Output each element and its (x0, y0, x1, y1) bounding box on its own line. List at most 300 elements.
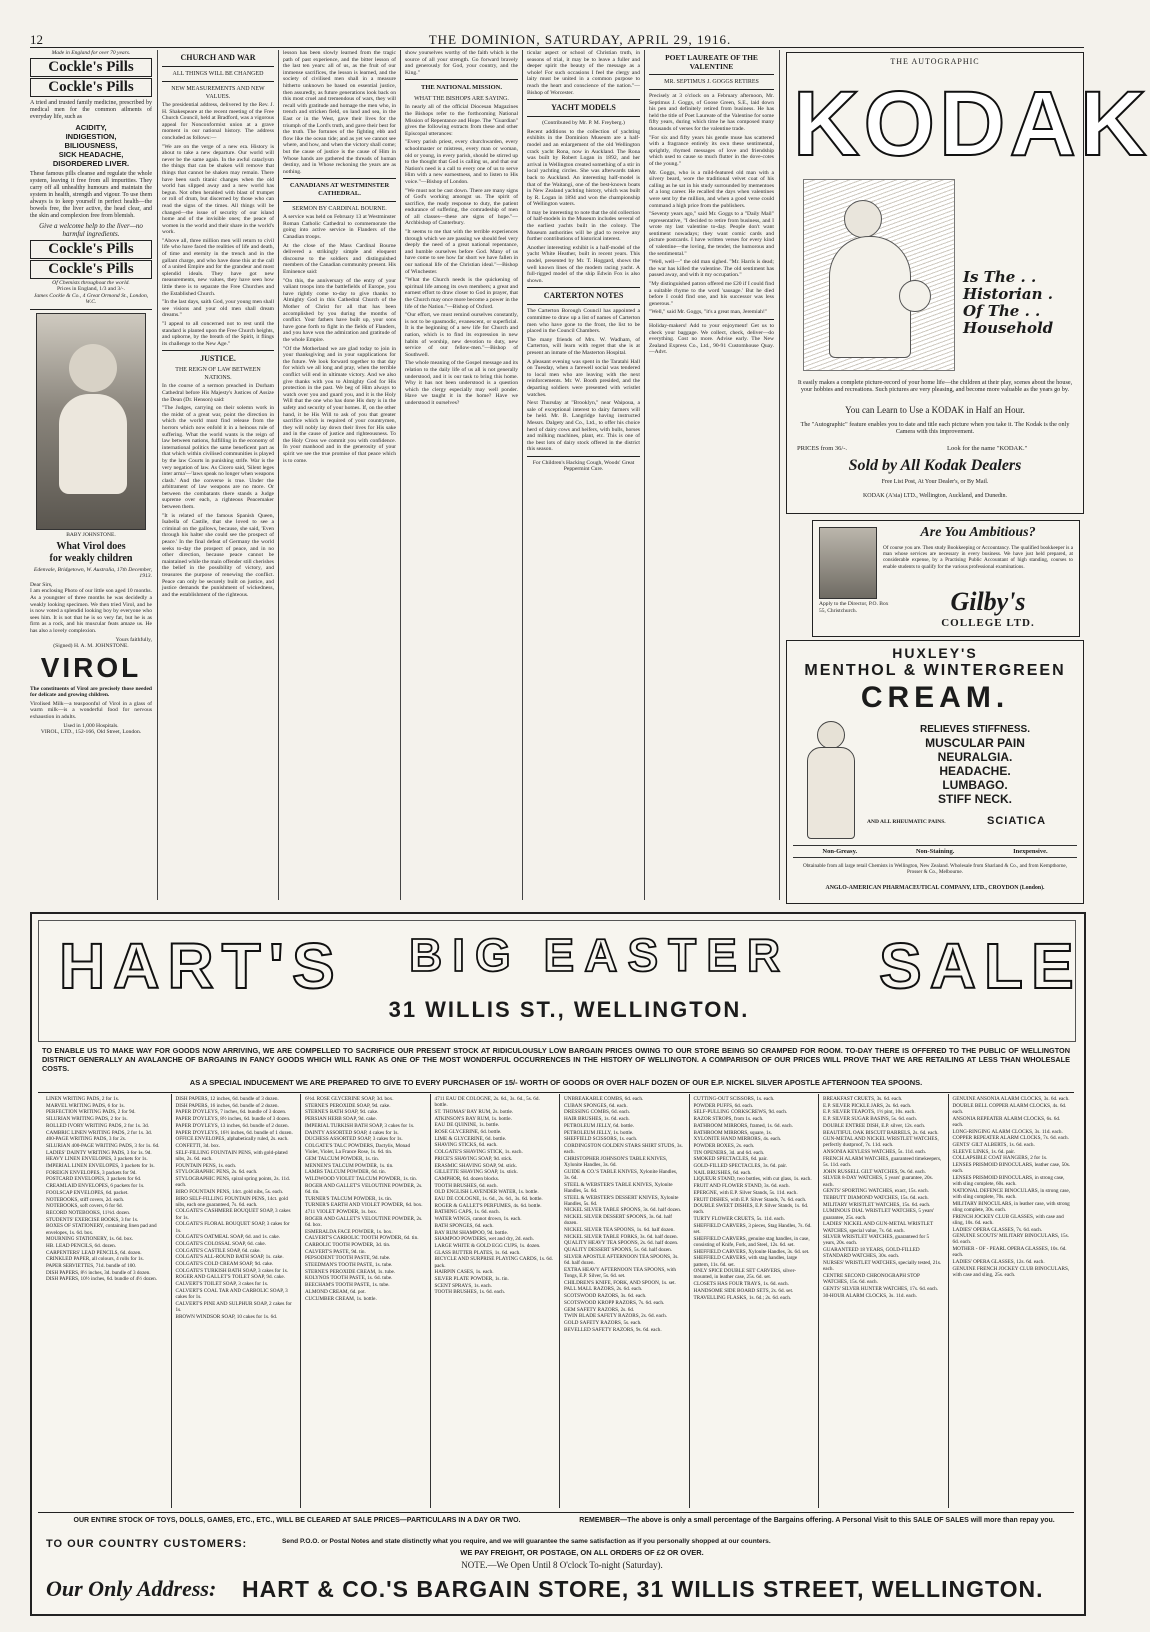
kodak-title: THE AUTOGRAPHIC (890, 57, 980, 66)
child-shape (899, 280, 931, 312)
price-item: IMPERIAL TURKISH BATH SOAP, 3 cakes for 1s. (305, 1122, 415, 1129)
price-item: FRUIT DISHES, with E.P. Silver Stands, 7s. 6d. each. (693, 1196, 807, 1203)
price-item: EXTRA HEAVY AFTERNOON TEA SPOONS, with Tongs, E.P. Silver, 5s. 6d. set. (564, 1266, 677, 1279)
price-item: ANSONIA REPEATER ALARM CLOCKS, 6s. 6d. each. (952, 1115, 1061, 1128)
divider (527, 304, 640, 305)
gilbys-advertisement (812, 520, 1080, 637)
price-item: TURNER'S TALCUM POWDER, 1s. tin. (305, 1195, 393, 1202)
article-paragraph: "Our effort, we must remind ourselves constantly, is not to be spasmodic, evanescent, or superficial. It is the beginning of a new life for Church and nation, which is to find its expression in new habits of worship, new devotion to duty, new service of our fellow-men."—Bishop of Southwell. (405, 312, 518, 358)
price-item: STUDENTS' EXERCISE BOOKS, 3 for 1s. (46, 1216, 139, 1223)
price-item: PAPER D'OYLEYS, 7 inches, 6d. bundle of 3 dozen. (175, 1109, 287, 1116)
price-item: HB. LEAD PENCILS, 6d. dozen. (46, 1242, 117, 1249)
price-item: SHAVING STICKS, 6d. each. (434, 1142, 498, 1149)
article-paragraph: "It is related of the famous Spanish Queen, Isabella of Castile, that she loved to see a criminal on the gallows, because, she said, 'Even through his halter she could see the prospect of peace.' In the final defeat of Germany the world seeks to-day the prospect of peace, and in no other direction, because peace cannot be maintained while the main offender still cherishes the belief in the possibility of victory, and treasures the purpose of renewing the conflict. Peace can only be securely built on justice, and justice demands the punishment of wickedness, and the establishment of the righteous. (162, 512, 274, 598)
price-item: NATIONAL DEFENCE BINOCULARS, in strong case, with sling complete, 70s. each. (952, 1187, 1071, 1201)
price-item: COLGATE'S OATMEAL SOAP, 6d. and 1s. cake. (175, 1234, 280, 1241)
article-paragraph: "Above all, three million men will return to civil life who have faced the realities of life and death, of time and eternity in the trench and in the gallant charge, and who have done this at the call of a united Empire and for the grandeur and most splendid ideals. They have got new measurements, new values, they have seen how little there is to separate the Free Churches and the Established Church. (162, 237, 274, 297)
price-item: LARGE WHITE & GOLD EGG CUPS, 1s. dozen. (434, 1242, 541, 1249)
family-illustration (803, 179, 955, 371)
price-item: DAINTY ASSORTED SOAP, 4 cakes for 1s. (305, 1129, 399, 1136)
virol-yours: Yours faithfully, (115, 636, 152, 643)
tagline-line: Is The . . (963, 268, 1037, 286)
price-column (176, 1096, 296, 1506)
price-item: DISH PAPERS, 16 inches, 6d. bundle of 2 dozen. (175, 1102, 279, 1109)
column-rule (644, 50, 645, 900)
article-headline: JUSTICE. (200, 354, 236, 364)
ailment: ACIDITY, (75, 122, 107, 132)
price-item: DUCHESS ASSORTED SOAP, 3 cakes for 1s. (305, 1136, 403, 1143)
price-column-rule (948, 1094, 949, 1508)
price-item: GUIDE & CO.'S TABLE KNIVES, Xylonite Handles, 3s. 6d. (564, 1168, 678, 1181)
price-item: HAIR BRUSHES, 1s. 6d. each. (564, 1116, 630, 1123)
article-paragraph: At the close of the Mass Cardinal Bourne delivered a strikingly simple and eloquent discourse to the soldiers and distinguished members of the Canadian community present. His Eminence said: (283, 242, 396, 276)
article-subhead: NEW MEASUREMENTS AND NEW VALUES. (171, 86, 265, 100)
price-item: NICKEL SILVER TABLE FORKS, 3s. 6d. half dozen. (564, 1233, 678, 1240)
price-item: RECORD NOTEBOOKS, 11½d. dozen. (46, 1209, 131, 1216)
harts-word-sale: SALE (879, 930, 1082, 1002)
article-paragraph: Another interesting exhibit is a half-model of the yacht White Heather, built in recent years. This model, presented by Mr. T. Hoggard, shows the well known lines of the modern racing yacht. A full-rigged model of the ship Edwin Fox is also shown. (527, 244, 640, 284)
price-item: TOOTH BRUSHES, 6d. each. (434, 1182, 498, 1189)
price-item: TRAVELLING FLASKS, 1s. 6d.; 2s. 6d. each. (693, 1294, 792, 1301)
kodak-dealers: Sold by All Kodak Dealers (848, 457, 1022, 474)
column-yacht-carterton (527, 50, 640, 900)
price-item: ANSONIA KEYLESS WATCHES, 5s. 11d. each. (823, 1149, 927, 1156)
price-item: BOXES OF STATIONERY, containing linen pad and envelopes, 1s. 6d. box. (46, 1223, 157, 1236)
article-paragraph: "My distinguished patron offered me £20 if I could find a suitable rhyme to the word 'sausage.' But he died before I could find one, and his successor was less generous." (649, 281, 774, 307)
advert-line: For Children's Hacking Cough, Woods' Great Peppermint Cure. (532, 459, 635, 473)
price-item: EAU DE COLOGNE, 1s. 6d., 2s. 6d., 3s. 6d. bottle. (434, 1196, 543, 1203)
ailment: DISORDERED LIVER. (52, 158, 130, 168)
price-item: LONG-RINGING ALARM CLOCKS, 3s. 11d. each. (952, 1128, 1063, 1135)
price-item: OFFICE ENVELOPES, alphabetically ruled, 2s. each. (175, 1136, 289, 1143)
price-item: FRENCH JOCKEY CLUB GLASSES, with case and sling, 10s. 6d. each. (952, 1213, 1064, 1226)
divider (30, 309, 152, 310)
kodak-prices: PRICES from 36/-. (797, 445, 848, 452)
kodak-look-for: Look for the name "KODAK." (947, 445, 1028, 452)
article-paragraph: "We must not be cast down. There are many signs of God's working amongst us. The spirit of sacrifice, the ready response to duty, the patient endurance of suffering, the comradeship of men of all classes—these are signs of hope."—Archbishop of Canterbury. (405, 187, 518, 227)
harts-word-big-easter: BIG EASTER (409, 929, 791, 981)
price-item: FOOLSCAP ENVELOPES, 6d. packet. (46, 1189, 129, 1196)
column-poet-laureate (649, 50, 774, 900)
price-column (953, 1096, 1073, 1506)
price-column (305, 1096, 425, 1506)
article-paragraph: "Well, well—" the old man sighed. "Mr. Harris is dead; the war has killed the valentine. The old sentiment has passed away, and with it my occupation." (649, 259, 774, 279)
price-item: HEAVY LINEN ENVELOPES, 3 packets for 1s. (46, 1156, 148, 1163)
price-item: BIRO FOUNTAIN PENS, 14ct. gold nibs, 5s. each. (175, 1188, 284, 1195)
price-item: COLGATE'S TURKISH BATH SOAP, 3 cakes for 1s. (175, 1267, 289, 1274)
price-item: COLGATE'S CASHMERE BOUQUET SOAP, 3 cakes for 1s. (175, 1208, 291, 1221)
ailment-item: LUMBAGO. (942, 778, 1008, 792)
price-item: PAPER SERVIETTES, 71d. bundle of 100. (46, 1263, 137, 1270)
article-headline: THE NATIONAL MISSION. (421, 84, 502, 92)
price-item: LADIES' OPERA GLASSES, 7s. 6d. each. (952, 1226, 1043, 1233)
virol-hospitals: Used in 1,000 Hospitals. (63, 722, 119, 729)
price-item: CAMBRIC LINEN WRITING PADS, 2 for 1s. 3d. (46, 1129, 153, 1136)
price-item: COLGATE'S CASTILE SOAP, 6d. cake. (175, 1247, 261, 1254)
cockles-footer-3: James Cockle & Co., 4 Great Ormond St., London, W.C. (33, 292, 149, 306)
price-column (564, 1096, 684, 1506)
price-item: GLASS BUTTER PLATES, 1s. 6d. each. (434, 1249, 521, 1256)
divider (283, 201, 396, 202)
price-item: STYLOGRAPHIC PENS, 2s. 6d. each. (175, 1169, 258, 1176)
price-item: E.P. SILVER SUGAR BASINS, 5s. 6d. each. (823, 1116, 918, 1123)
tag: Non-Greasy. (822, 848, 858, 855)
virol-address: Edenvale, Bridgetown, W. Australia, 17th December, 1913. (33, 566, 152, 580)
price-item: GENUINE SCOUTS' MILITARY BINOCULARS, 15s. 6d. each. (952, 1233, 1069, 1246)
price-item: POWDER PUFFS, 6d. each. (693, 1102, 754, 1109)
page-number: 12 (30, 32, 43, 47)
price-item: NOTEBOOKS, stiff covers, 2d. each. (46, 1196, 125, 1203)
price-item: 400-PAGE WRITING PADS, 3 for 2s. (46, 1136, 127, 1143)
price-item: LENSES PRISMOID BINOCULARS, in strong case, with sling complete, 60s. each. (952, 1174, 1065, 1188)
price-item: PALL MALL RAZORS, 2s. 6d. each. (564, 1286, 643, 1293)
price-item: POWDER BOXES, 2s. each. (693, 1142, 755, 1149)
price-item: UNBREAKABLE COMBS, 6d. each. (564, 1096, 644, 1102)
huxleys-list (877, 723, 1073, 806)
price-item: NURSES' WRISTLET WATCHES, specially tested, 21s. each. (823, 1260, 942, 1273)
article-headline: YACHT MODELS (551, 103, 616, 113)
price-item: MOTHER - OF - PEARL OPERA GLASSES, 10s. 6d. each. (952, 1246, 1067, 1259)
price-item: ALMOND CREAM, 6d. pot. (305, 1288, 366, 1295)
price-item: COLGATE'S FLORAL BOUQUET SOAP, 3 cakes for 1s. (175, 1221, 290, 1234)
price-item: ROGER & GALLET'S PERFUMES, 4s. 6d. bottle. (434, 1202, 542, 1209)
price-column-rule (689, 1094, 690, 1508)
harts-freight: WE PAY FREIGHT, OR POSTAGE, ON ALL ORDERS OF £2 OR OVER. (460, 1548, 704, 1557)
price-item: CARBOLIC TOOTH POWDER, 3d. tin. (305, 1241, 391, 1248)
kodak-learn: You can Learn to Use a KODAK in Half an Hour. (845, 405, 1025, 415)
article-paragraph: "It seems to me that with the terrible experiences through which we are passing we should feel very deeply the need of a great national repentance, and humble ourselves before God. Many of us have come to see how far short we have fallen in our national life of the Christian ideal."—Bishop of Winchester. (405, 229, 518, 275)
price-item: CUCUMBER CREAM, 1s. bottle. (305, 1295, 377, 1302)
price-item: STEEL & WEBSTER'S DESSERT KNIVES, Xylonite Handles, 5s. 6d. (564, 1194, 679, 1207)
woman-head-shape (844, 200, 882, 238)
virol-brand: VIROL (40, 651, 142, 683)
harts-opening-note: NOTE.—We Open Until 8 O'clock To-night (Saturday). (461, 1560, 663, 1570)
price-column-rule (559, 1094, 560, 1508)
price-item: COLGATE'S SHAVING STICK, 1s. each. (434, 1149, 523, 1156)
article-paragraph: Precisely at 3 o'clock on a February afternoon, Mr. Septimus J. Goggs, of Goose Green, S.E., laid down his pen and definitely retired from business. He has held the title of Poet Laureate of the Valentine for some fifty years, during which time he has composed many thousands of verses for the valentine trade. (649, 93, 774, 132)
article-paragraph: In nearly all of the official Diocesan Magazines the Bishops refer to the forthcoming National Mission of Repentance and Hope. The "Guardian" gives the following extracts from these and other Episcopal utterances: (405, 104, 518, 137)
price-item: GOLD-FILLED SPECTACLES, 3s. 6d. pair. (693, 1163, 788, 1170)
kodak-body: It easily makes a complete picture-record of your home life—the children at their play, scenes about the house, your hobbies and recreations. Such pictures are very pleasing, and become more valuable as the years go by. (797, 379, 1073, 394)
price-column (435, 1096, 555, 1506)
price-item: PAPER D'OYLEYS, 13 inches, 6d. bundle of 2 dozen. (175, 1122, 289, 1129)
huxleys-company: ANGLO-AMERICAN PHARMACEUTICAL COMPANY, LTD., CROYDON (London). (825, 885, 1045, 891)
price-item: SILVER APOSTLE AFTERNOON TEA SPOONS, 3s. 6d. half dozen. (564, 1253, 679, 1267)
article-paragraph: show yourselves worthy of the faith which is the source of all your strength. Go forward bravely and generously for God, your country, and the King." (405, 50, 518, 76)
ailment: SICK HEADACHE, (58, 149, 124, 159)
baby-caption: BABY JOHNSTONE. (66, 531, 116, 538)
man-body-shape (807, 747, 855, 839)
price-item: ROGER AND GALLET'S TOILET SOAP, 9d. cake. (175, 1274, 285, 1281)
gilbys-apply: Apply to the Director, P.O. Box 55, Christchurch. (819, 601, 889, 614)
price-item: CALVERT'S COAL TAR AND CARBOLIC SOAP, 3 cakes for 1s. (175, 1287, 288, 1301)
price-item: MENNEN'S TALCUM POWDER, 1s. tin. (305, 1162, 394, 1169)
price-item: IMPERIAL LINEN ENVELOPES, 3 packets for 1s. (46, 1163, 155, 1170)
article-paragraph: A service was held on February 13 at Westminster Roman Catholic Cathedral to commemorate the going into active service in Flanders of the Canadian troops. (283, 214, 396, 241)
price-item: DOUBLE BELL COPPER ALARM CLOCKS, 4s. 6d. each. (952, 1102, 1067, 1115)
article-subhead: ALL THINGS WILL BE CHANGED (172, 71, 264, 77)
kodak-brand: KODAK (793, 73, 1150, 175)
price-item: GEM SAFETY RAZORS, 2s. 6d. (564, 1306, 635, 1313)
article-paragraph: In the course of a sermon preached in Durham Cathedral before His Majesty's Justices of Assize the Dean (Dr. Henson) said: (162, 383, 274, 403)
virol-head-1: What Virol does (56, 540, 126, 552)
price-item: BREAKFAST CRUETS, 3s. 6d. each. (823, 1096, 903, 1102)
divider (283, 178, 396, 179)
gilbys-college: COLLEGE LTD. (941, 617, 1035, 629)
price-column (823, 1096, 943, 1506)
harts-country-text: Send P.O.O. or Postal Notes and state distinctly what you require, and we will guarantee the same satisfaction as if you personally shopped at our counters. (282, 1538, 771, 1545)
baby-photo (36, 313, 146, 530)
price-item: BAY RUM SHAMPOO, 9d. bottle. (434, 1229, 509, 1236)
price-column-rule (818, 1094, 819, 1508)
price-item: GENUINE ANSONIA ALARM CLOCKS, 3s. 6d. each. (952, 1096, 1070, 1102)
masthead: THE DOMINION, SATURDAY, APRIL 29, 1916. (428, 32, 732, 47)
divider (649, 89, 774, 90)
price-item: PEPSODENT TOOTH PASTE, 9d. tube. (305, 1255, 391, 1262)
price-item: CAMPHOR, 6d. dozen blocks. (434, 1175, 500, 1182)
harts-rule (38, 1092, 1074, 1093)
kodak-autographic: The "Autographic" feature enables you to date and title each picture when you take it. The Kodak is the only Camera with this improvement. (800, 421, 1070, 436)
gilbys-brand: Gilby's (950, 587, 1026, 616)
price-item: E.P. SILVER TEAPOTS, 1½ pint, 10s. each. (823, 1109, 916, 1116)
price-item: FOUNTAIN PENS, 1s. each. (175, 1162, 237, 1169)
virol-company: VIROL, LTD., 152-166, Old Street, London. (40, 729, 142, 736)
price-item: MARVEL WRITING PADS, 6 for 1s. (46, 1102, 125, 1109)
article-paragraph: The presidential address, delivered by the Rev. J. H. Shakespeare at the recent meeting of the Free Church Council, held at Bradford, was a vigorous appeal for Nonconformist union at a grave moment in our national history. The address concluded as follows:— (162, 102, 274, 141)
column-rule (400, 50, 401, 900)
article-paragraph: "What the Church needs is the quickening of spiritual life among its own members; a great and earnest effort to draw closer to God in prayer, that the Church may once more become a power in the life of the Nation."—Bishop of Oxford. (405, 277, 518, 310)
harts-banner (38, 920, 1082, 1042)
article-subhead: WHAT THE BISHOPS ARE SAYING. (414, 96, 509, 103)
article-paragraph: The many friends of Mrs. W. Wadham, of Carterton, will learn with regret that she is at present an inmate of the Masterton Hospital. (527, 336, 640, 356)
price-item: MILITARY WRISTLET WATCHES, 15s. 6d. each. (823, 1201, 931, 1208)
article-byline: (Contributed by Mr. P. M. Freyberg.) (542, 120, 625, 127)
price-item: ESMERALDA FACE POWDER, 1s. box. (305, 1228, 393, 1235)
divider (162, 66, 274, 67)
huxleys-rheumatic: AND ALL RHEUMATIC PAINS. (867, 819, 946, 825)
price-item: SCOTSWOOD RAZORS, 3s. 6d. each. (564, 1293, 647, 1300)
price-item: QUALITY HEAVY TEA SPOONS, 2s. 6d. half dozen. (564, 1240, 679, 1247)
price-item: SMOKED SPECTACLES, 6d. pair. (693, 1156, 768, 1163)
price-item: COLLAPSIBLE COAT HANGERS, 2 for 1s. (952, 1155, 1048, 1162)
price-item: STERNE'S PEROXIDE CREAM, 1s. tube. (305, 1268, 396, 1275)
price-item: BEAUTIFUL OAK BISCUIT BARRELS, 2s. 6d. each. (823, 1129, 939, 1136)
price-item: PRICE'S SHAVING SOAP, 9d. stick. (434, 1155, 513, 1162)
price-item: EAU DE QUININE, 1s. bottle. (434, 1122, 500, 1129)
baby-head-shape (69, 344, 117, 392)
virol-head-2: for weakly children (49, 552, 133, 564)
article-paragraph: "On this, the anniversary of the entry of your valiant troops into the battlefields of Europe, you have rightly come to-day to give thanks to Almighty God in this Cathedral Church of the Mother of Christ for all that has been accomplished by you during the months of conflict. Your fathers have built up, your sons have gone forth to fight in the fields of Flanders, and you have won the admiration and gratitude of the whole Empire. (283, 277, 396, 343)
article-paragraph: The Carterton Borough Council has appointed a committee to draw up a list of names of Carterton men who have gone to the front, the list to be placed in the Council Chambers. (527, 308, 640, 335)
divider (162, 350, 274, 351)
price-item: DOUBLE SWEET DISHES, E.P. Silver Stands, 1s. 6d. each. (693, 1203, 809, 1216)
column-rule (278, 50, 279, 900)
price-item: GENTS' SPORTING WATCHES, exact, 15s. each. (823, 1188, 929, 1195)
article-paragraph: "For six and fifty years his gentle muse has scattered with a fragrance entirely its own these sentimental, sprightly, rhymed messages of love and friendship which used to cause so much flutter in the dove-cotes of the young." (649, 134, 774, 167)
article-paragraph: Recent additions to the collection of yachting exhibits in the Dominion Museum are a half-model and an enlargement of the old Wellington crack yacht Rona, now in Auckland. The Rona was built by Robert Logan in 1892, and her arrival in Wellington created something of a stir in local yachting circles. She was afterwards taken back to Auckland. An interesting half-model is that of the Waitangi, one of the best-known boats in New Zealand yachting history, which was built by R. Logan in 1894 and won the championship of Wellington waters. (527, 128, 640, 208)
price-item: CONFETTI, 3d. box. (175, 1142, 221, 1149)
harts-rule (38, 1512, 1074, 1513)
article-paragraph: The whole meaning of the Gospel message and its relation to the daily life of us all is not generally understood, and it is our task to bring this home. Why it has not been understood is a question which the clergy especially may well ponder. Have we taught it in the home? Have we understood it ourselves? (405, 360, 518, 406)
cockles-brand-1: Cockle's Pills (30, 58, 152, 77)
article-paragraph: "Seventy years ago," said Mr. Goggs to a "Daily Mail" representative, "I decided to retire from business, and I wrote my last valentine to-day. People don't want sentiment nowadays; they want comic cards and picture postcards. I have written verses for every kind of valentine—the loving, the tender, the humorous and the sentimental." (649, 211, 774, 257)
price-item: CENTRE SECOND CHRONOGRAPH STOP WATCHES, 15s. 6d. each. (823, 1272, 920, 1286)
article-paragraph: ticular aspect or school of Christian truth, in seasons of trial, it may be to leave a fuller and deeper spirit the beauty of the message as a whole! For such occasions I feel the clergy and laity must be united in a common purpose to reach the heart and conscience of the nation."—Bishop of Worcester. (527, 50, 640, 96)
cockles-brand-2: Cockle's Pills (30, 78, 152, 97)
price-item: HAIRPIN CASES, 1s. each. (434, 1269, 494, 1276)
price-item: BATHING CAPS, 1s. 6d. each. (434, 1209, 500, 1216)
price-item: PERFECTION WRITING PADS, 2 for 9d. (46, 1109, 136, 1116)
price-item: BATHROOM MIRRORS, square, 1s. (693, 1129, 772, 1136)
price-item: NICKEL SILVER DESSERT SPOONS, 3s. 6d. half dozen. (564, 1214, 673, 1227)
ailment: BILIOUSNESS, (64, 140, 118, 150)
divider (405, 79, 518, 80)
kodak-catalogue: Free List Post, At Your Dealer's, or By Mail. (881, 479, 989, 485)
price-item: SHEFFIELD SCISSORS, 1s. each. (564, 1136, 638, 1143)
price-item: BIRO SELF-FILLING FOUNTAIN PENS, 14ct. gold nibs, each one guaranteed, 7s. 6d. each. (175, 1195, 288, 1208)
cockles-footer-1: Of Chemists throughout the world. (52, 279, 130, 286)
harts-country-label: TO OUR COUNTRY CUSTOMERS: (46, 1538, 248, 1550)
price-item: LADIES' NICKEL AND GUN-METAL WRISTLET WATCHES, special value, 7s. 6d. each. (823, 1221, 934, 1234)
price-item: ROSE GLYCERINE, 6d. bottle. (434, 1129, 502, 1136)
virol-signed: (Signed) H. A. M. JOHNSTONE. (53, 643, 129, 650)
price-item: BEVELLED SAFETY RAZORS, 9s. 6d. each. (564, 1326, 662, 1333)
harts-word-harts: HART'S (59, 930, 343, 1002)
price-item: LADIES' DAINTY WRITING PADS, 3 for 1s. 9d. (46, 1149, 152, 1156)
price-item: STYLOGRAPHIC PENS, spiral spring points, 2s. 11d. each. (175, 1175, 291, 1189)
price-item: TURTY FLOWER CRUETS, 5s. 11d. each. (693, 1216, 785, 1223)
price-item: SCENT SPRAYS, 1s. each. (434, 1282, 492, 1289)
price-item: 6½d. ROSE GLYCERINE SOAP, 3d. box. (305, 1096, 394, 1102)
price-item: TOOTH BRUSHES, 1s. 6d. each. (434, 1289, 506, 1296)
price-item: CRINKLED PAPER, all colours, 4 rolls for 1s. (46, 1256, 144, 1263)
price-column-rule (430, 1094, 431, 1508)
price-item: SILURIAN WRITING PADS, 2 for 1s. (46, 1116, 128, 1123)
price-item: DISH PAPERS, 8½ inches, 3d. bundle of 3 dozen. (46, 1269, 151, 1276)
article-paragraph: A pleasant evening was spent in the Taratahi Hall on Tuesday, when a farewell social was tendered to local men who are leaving with the next reinforcements. Mr. W. Booth presided, and the departing soldiers were presented with wristlet watches. (527, 358, 640, 398)
price-item: PAPER D'OYLEYS, 8½ inches, 6d. bundle of 3 dozen. (175, 1116, 291, 1123)
harts-store-address: HART & CO.'S BARGAIN STORE, 31 WILLIS STREET, WELLINGTON. (242, 1576, 1044, 1602)
price-item: SILURIAN 400-PAGE WRITING PADS, 3 for 1s. 6d. (46, 1142, 160, 1149)
price-item: TWIN BLADE SAFETY RAZORS, 2s. 6d. each. (564, 1313, 667, 1320)
ailment-item: HEADACHE. (939, 764, 1011, 778)
price-item: CREAMLAID ENVELOPES, 6 packets for 1s. (46, 1183, 145, 1190)
divider (527, 99, 640, 100)
advert-line: Holiday-makers! Add to your enjoyment! Get us to check your baggage. We collect, check, deliver—do everything. Cost no more. Advise early. The New Zealand Express Co., Ltd., 90-91 Customhouse Quay.—Advt. (649, 323, 774, 356)
price-item: 4711 VIOLET POWDER, 1s. box. (305, 1208, 378, 1215)
article-headline: CHURCH AND WAR (180, 53, 256, 62)
masthead-rule (30, 47, 1084, 48)
price-item: FRENCH ALARM WATCHES, guaranteed timekeepers, 5s. 11d. each. (823, 1155, 942, 1169)
huxleys-brand: MENTHOL & WINTERGREEN (804, 662, 1066, 679)
price-item: POSTCARD ENVELOPES, 3 packets for 6d. (46, 1176, 142, 1183)
price-item: ROLLED IVORY WRITING PADS, 2 for 1s. 3d. (46, 1122, 149, 1129)
price-item: CLOSETS HAS FOUR TRAYS, 1s. 6d. each. (693, 1281, 789, 1288)
price-item: CALVERT'S PASTE, 9d. tin. (305, 1248, 366, 1255)
price-item: COLGATE'S TALC POWDERS, Dactylis, Monad Violet, Violet, La France Rose, 1s. 6d. tin. (305, 1142, 411, 1156)
price-item: ST. THOMAS' BAY RUM, 2s. bottle. (434, 1108, 514, 1115)
price-item: COLGATE'S ALL-ROUND BATH SOAP, 1s. cake. (175, 1254, 284, 1261)
ailment: INDIGESTION, (65, 131, 117, 141)
price-item: SILVER 8-DAY WATCHES, 5 years' guarantee, 20s. each. (823, 1175, 933, 1188)
price-item: SHAMPOO POWDERS, wet and dry, 2d. each. (434, 1236, 534, 1243)
price-item: 4711 EAU DE COLOGNE, 2s. 6d., 3s. 6d., 5s. 6d. bottle. (434, 1096, 540, 1109)
price-item: SCOTSWOOD KROPP RAZORS, 7s. 6d. each. (564, 1299, 665, 1306)
virol-letter: I am enclosing Photo of our little son aged 10 months. As a youngster of three months he was decidedly a weakly looking specimen. We then tried Virol, and he is now voted a splendid looking boy by everyone who sees him. It is not that he is so very fat, but he is as firm as a rock, and his muscular feats amaze us. He has also a lovely complexion. (30, 588, 152, 634)
price-item: NICKEL SILVER TEA SPOONS, 1s. 6d. half dozen. (564, 1227, 675, 1234)
price-item: SLEEVE LINKS, 1s. 6d. pair. (952, 1148, 1016, 1155)
price-item: SHEFFIELD CARVERS, 3 pieces, Stag Handles, 7s. 6d. set. (693, 1222, 812, 1236)
ailment-item: STIFF NECK. (938, 792, 1012, 806)
divider (649, 319, 774, 320)
price-item: ROGER AND GALLET'S VELOUTINE POWDER, 2s. 6d. box. (305, 1215, 423, 1228)
price-column-rule (300, 1094, 301, 1508)
column-church-war (162, 50, 274, 900)
ailments-list (30, 123, 152, 168)
man-illustration (797, 721, 867, 841)
price-item: TEBBUTT DIAMOND WATCHES, 15s. 6d. each. (823, 1195, 929, 1202)
price-item: WILDWOOD VIOLET TALCUM POWDER, 1s. tin. (305, 1175, 417, 1182)
divider (527, 116, 640, 117)
article-paragraph: It may be interesting to note that the old collection of half-models in the Museum includes several of the earliest yachts built in the colony. The Museum authorities will be glad to receive any further contributions of historical interest. (527, 209, 640, 243)
price-item: SHEFFIELD CARVERS, with stag handles, large pattern, 11s. 6d. set. (693, 1255, 798, 1268)
virol-milk: Virolised Milk—a teaspoonful of Virol in a glass of warm milk—is a wonderful food for nervous exhaustion in adults. (30, 700, 152, 721)
price-item: CALVERT'S TOILET SOAP, 3 cakes for 1s. (175, 1281, 269, 1288)
cockles-footer-2: Prices in England, 1/3 and 3/-. (57, 286, 125, 293)
price-item: SHEFFIELD CARVERS, Xylonite Handles, 3s. 6d. set. (693, 1248, 810, 1255)
price-item: TIN OPENERS, 3d. and 6d. each. (693, 1149, 765, 1156)
article-subhead: MR. SEPTIMUS J. GOGGS RETIRES (664, 79, 759, 85)
price-item: PERSIAN HERB SOAP, 9d. cake. (305, 1116, 377, 1123)
tag: Inexpensive. (1013, 848, 1048, 855)
gilbys-headline: Are You Ambitious? (920, 525, 1036, 540)
harts-only-address: Our Only Address: (46, 1576, 217, 1601)
price-item: ERASMIC SHAVING SOAP, 9d. stick. (434, 1162, 517, 1169)
price-item: GEM TALCUM POWDER, 1s. tin. (305, 1155, 379, 1162)
price-item: SELF-FILLING FOUNTAIN PENS, with gold-plated nibs, 2s. 6d. each. (175, 1149, 288, 1162)
article-headline: CANADIANS AT WESTMINSTER CATHEDRAL. (289, 182, 390, 198)
price-item: CUTTING-OUT SCISSORS, 1s. each. (693, 1096, 775, 1102)
price-item: STEEDMAN'S TOOTH PASTE, 1s. tube. (305, 1262, 393, 1269)
price-item: GENTS' GILT ALBERTS, 1s. 6d. each. (952, 1141, 1035, 1148)
price-item: COLGATE'S COLD CREAM SOAP, 9d. cake. (175, 1261, 274, 1268)
price-item: PETROLEUM JELLY, 6d. bottle. (564, 1122, 634, 1129)
tag: Non-Staining. (915, 848, 955, 855)
price-item: NICKEL SILVER TABLE SPOONS, 3s. 6d. half dozen. (564, 1207, 682, 1214)
price-item: ATKINSON'S BAY RUM, 1s. bottle. (434, 1115, 512, 1122)
price-item: MOURNING STATIONERY, 1s. 6d. box. (46, 1236, 134, 1243)
harts-toys-clearance: OUR ENTIRE STOCK OF TOYS, DOLLS, GAMES, ETC., ETC., WILL BE CLEARED AT SALE PRICES—PARTICULARS IN A DAY OR TWO. (73, 1517, 521, 1524)
price-item: 30-HOUR ALARM CLOCKS, 3s. 11d. each. (823, 1292, 917, 1299)
article-paragraph: "Well," said Mr. Goggs, "it's a great man, Jeremiah!" (649, 309, 768, 316)
price-item: LAMBS TALCUM POWDER, 6d. tin. (305, 1169, 386, 1176)
cockles-body: These famous pills cleanse and regulate the whole system, leaving it free from all impurities. They carry off all unhealthy humours and maintain the system in health, strength and vigour. To use them always is to keep yourself in perfect health—the bowels free, the liver active, the head clear, and the skin and complexion free from blemish. (30, 170, 152, 219)
price-item: ROGER AND GALLET'S VELOUTINE POWDER, 2s. 6d. tin. (305, 1182, 423, 1195)
price-item: SHEFFIELD CARVERS, genuine stag handles, in case, consisting of Knife, Fork, and Steel, 12s. 6d. set. (693, 1235, 810, 1248)
article-paragraph: "The Judges, carrying on their solemn work in the midst of a great war, point the direction in which the world must find release from the horrors which now enfold it in a heinous rule of suffering. What the world wants is the reign of law between nations, fulfilling in the economy of international politics the same beneficent part as that which within civilised communities is played by the law Courts in punishing strife. War is the very negation of law. As Cicero said, 'Silent leges inter arma'—'laws speak no longer when weapons clash.' And the converse is true. Under the arbitrament of law weapons are no more. Or between the combatants there stands a Judge supreme over each, a righteous Peacemaker between them. (162, 405, 274, 511)
price-item: LIME & GLYCERINE, 6d. bottle. (434, 1135, 507, 1142)
price-item: LENSES PRISMOID BINOCULARS, leather case, 50s. each. (952, 1162, 1071, 1175)
price-item: BROWN WINDSOR SOAP, 10 cakes for 1s. 6d. (175, 1313, 278, 1320)
price-item: GOLD SAFETY RAZORS, 5s. each. (564, 1319, 642, 1326)
price-item: DISH PAPERS, 10½ inches, 6d. bundle of 4½ dozen. (46, 1276, 158, 1283)
price-item: CHILDREN'S KNIFE, FORK, AND SPOON, 1s. set. (564, 1279, 676, 1286)
price-item: CALVERT'S CARBOLIC TOOTH POWDER, 6d. tin. (305, 1235, 419, 1242)
gilbys-body: Of course you are. Then study Bookkeeping or Accountancy. The qualified bookkeeper is a man whose services are necessary in every business. We have just held prepared, at considerable expense, by a Practising Public Accountant of high standing, courses to enable students to qualify for the various professional examinations. (883, 545, 1073, 570)
price-item: BICYCLE AND SURPRISE PLAYING CARDS, 1s. 6d. pack. (434, 1256, 553, 1269)
ailment-item: NEURALGIA. (937, 750, 1013, 764)
article-subhead: THE REIGN OF LAW BETWEEN NATIONS. (175, 367, 261, 382)
